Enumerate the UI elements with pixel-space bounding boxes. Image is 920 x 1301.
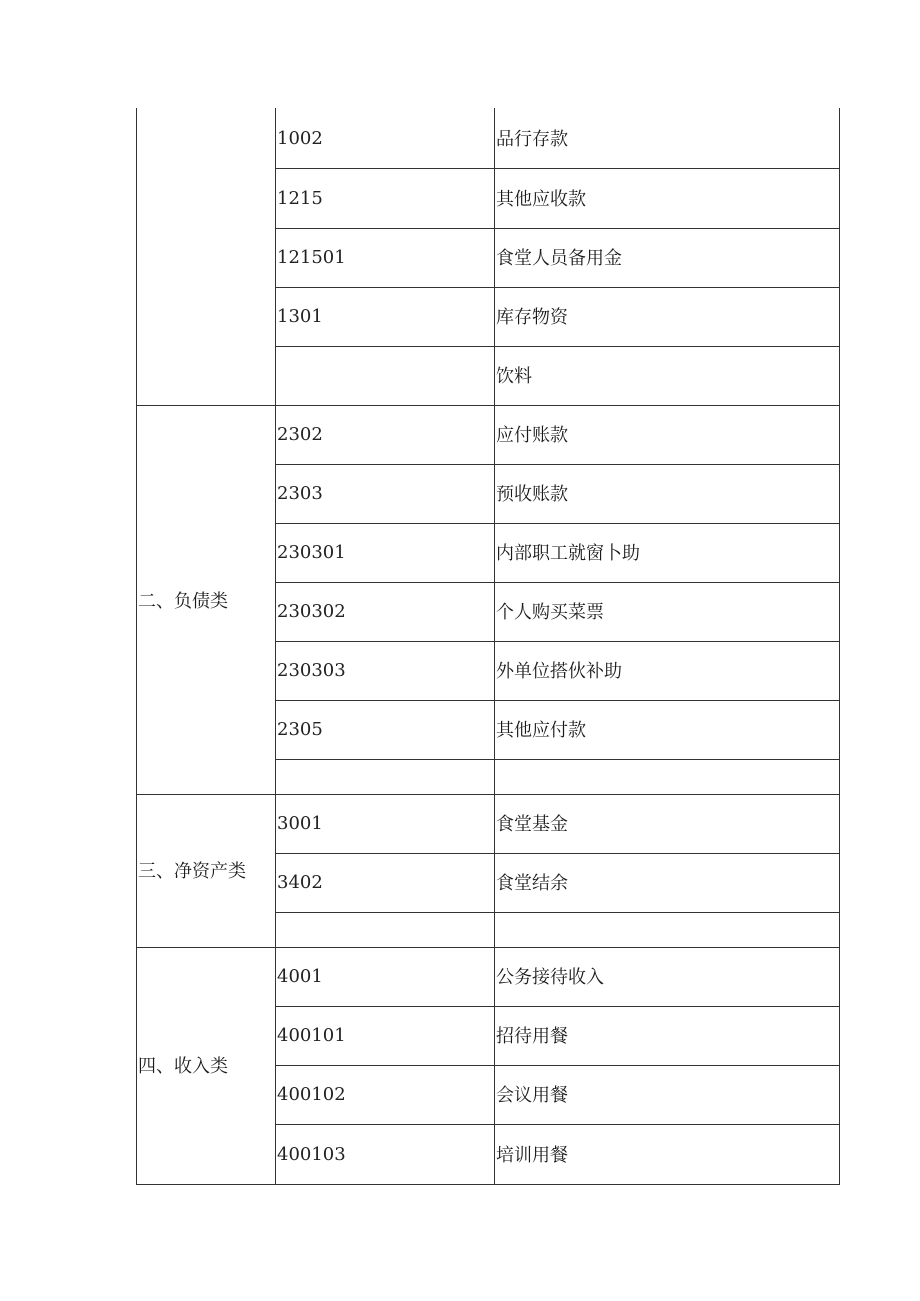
account-code: 230301 (277, 542, 346, 563)
row-divider (275, 464, 840, 465)
account-code: 400101 (277, 1025, 346, 1046)
account-name: 食堂结余 (496, 873, 568, 894)
row-divider (275, 912, 840, 913)
account-name: 培训用餐 (496, 1145, 568, 1166)
row-divider (275, 1006, 840, 1007)
table-bottom-border (136, 1184, 840, 1185)
account-name: 品行存款 (496, 129, 568, 150)
row-divider (275, 228, 840, 229)
row-divider (275, 641, 840, 642)
group-divider (136, 794, 840, 795)
group-divider (136, 405, 840, 406)
account-name: 食堂人员备用金 (496, 248, 622, 269)
row-divider (275, 523, 840, 524)
account-name: 其他应付款 (496, 720, 586, 741)
row-divider (275, 1124, 840, 1125)
account-code: 230302 (277, 601, 346, 622)
account-name: 会议用餐 (496, 1085, 568, 1106)
table-right-border (839, 108, 840, 1185)
account-code: 2305 (277, 719, 323, 740)
account-name: 食堂基金 (496, 814, 568, 835)
account-name: 其他应收款 (496, 189, 586, 210)
account-name: 外单位搭伙补助 (496, 661, 622, 682)
category-label: 二、负债类 (138, 591, 228, 612)
category-label: 四、收入类 (138, 1056, 228, 1077)
account-code: 230303 (277, 660, 346, 681)
row-divider (275, 1065, 840, 1066)
group-divider (136, 947, 840, 948)
column-divider-name (494, 108, 495, 1185)
account-code: 2303 (277, 483, 323, 504)
account-name: 预收账款 (496, 484, 568, 505)
row-divider (275, 582, 840, 583)
account-name: 个人购买菜票 (496, 602, 604, 623)
account-code: 1002 (277, 128, 323, 149)
account-name: 内部职工就窗卜助 (496, 543, 640, 564)
account-code: 3402 (277, 872, 323, 893)
account-code: 400102 (277, 1084, 346, 1105)
account-name: 饮料 (496, 366, 532, 387)
row-divider (275, 700, 840, 701)
row-divider (275, 853, 840, 854)
row-divider (275, 346, 840, 347)
row-divider (275, 759, 840, 760)
account-code: 1301 (277, 306, 323, 327)
table-left-border (136, 108, 137, 1185)
account-code: 1215 (277, 188, 323, 209)
account-code: 400103 (277, 1144, 346, 1165)
account-name: 应付账款 (496, 425, 568, 446)
account-code: 121501 (277, 247, 346, 268)
account-name: 库存物资 (496, 307, 568, 328)
row-divider (275, 168, 840, 169)
account-name: 招待用餐 (496, 1026, 568, 1047)
row-divider (275, 287, 840, 288)
category-label: 三、净资产类 (138, 861, 246, 882)
account-code: 2302 (277, 424, 323, 445)
account-name: 公务接待收入 (496, 967, 604, 988)
account-code: 3001 (277, 813, 323, 834)
account-code: 4001 (277, 966, 323, 987)
column-divider-code (275, 108, 276, 1185)
